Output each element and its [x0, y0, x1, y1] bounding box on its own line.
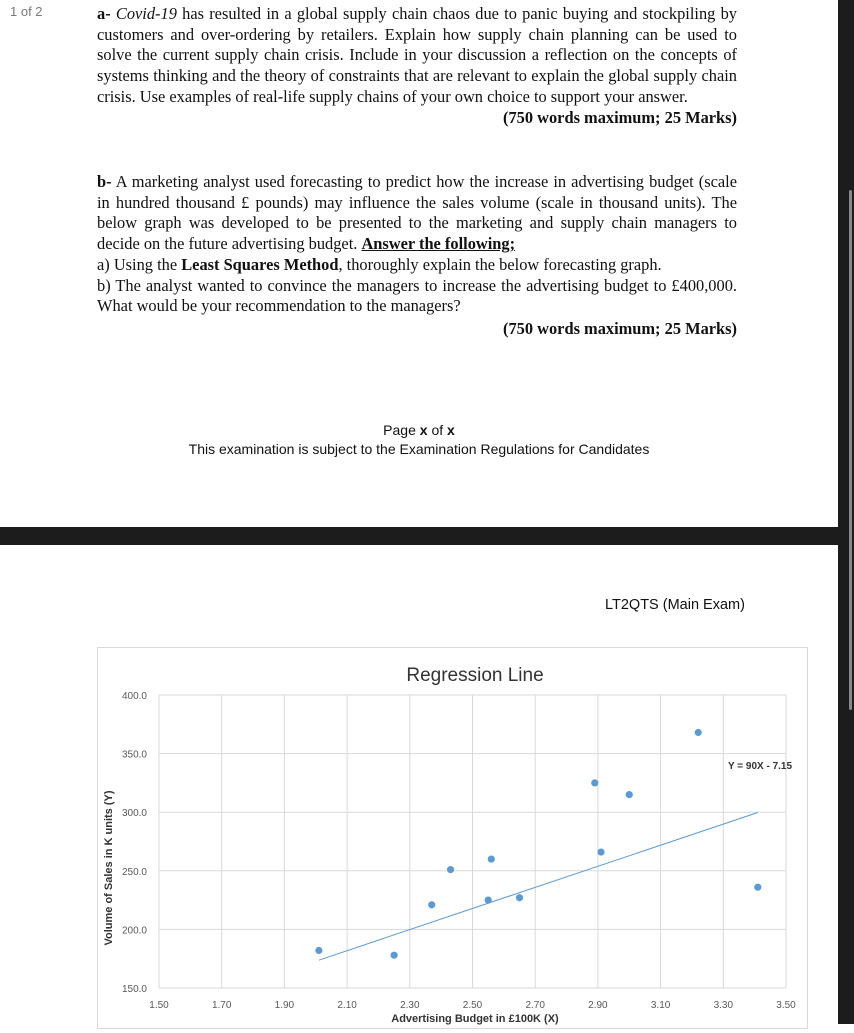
- x-tick-label: 2.50: [462, 1000, 483, 1011]
- y-tick-label: 400.0: [121, 691, 147, 702]
- page-indicator: 1 of 2: [10, 4, 43, 19]
- y-axis-label: Volume of Sales in K units (Y): [103, 790, 115, 946]
- exam-header: LT2QTS (Main Exam): [605, 597, 745, 613]
- y-tick-label: 150.0: [121, 984, 147, 995]
- y-tick-label: 200.0: [121, 925, 147, 937]
- data-point: [695, 729, 702, 736]
- x-tick-label: 1.70: [211, 1000, 232, 1011]
- data-point: [516, 894, 523, 901]
- page-gap: [0, 527, 854, 545]
- part-b: b) The analyst wanted to convince the managers to increase the advertising budget to £400,000. What would be your recommendation to the managers?: [97, 275, 737, 316]
- question-a-text: has resulted in a global supply chain chaos due to panic buying and stockpiling by customers and over-ordering by retailers. Explain how supply chain planning can be used to solve the current supply chain crisis. Include in your discussion a reflection on the concepts of systems thinking and the theory of constraints that are relevant to explain the global supply chain crisis. Use examples of real-life supply chains of your own choice to support your answer.: [97, 4, 737, 106]
- part-a-bold: Least Squares Method: [181, 254, 339, 274]
- data-point: [488, 855, 495, 862]
- chart-title: Regression Line: [406, 665, 544, 686]
- regression-chart: [97, 647, 808, 1029]
- data-point: [626, 791, 633, 798]
- x-tick-label: 2.30: [400, 1000, 420, 1011]
- x-tick-label: 2.90: [588, 1000, 608, 1011]
- question-a: [97, 4, 737, 128]
- page-prefix: Page: [383, 422, 416, 438]
- question-b: [97, 172, 737, 340]
- question-a-marks: (750 words maximum; 25 Marks): [503, 107, 737, 127]
- question-a-label: a-: [97, 4, 111, 23]
- regulation-note: This examination is subject to the Examination Regulations for Candidates: [188, 441, 650, 457]
- document-page-2: [0, 545, 838, 1024]
- x-tick-label: 3.30: [713, 1000, 734, 1011]
- data-point: [447, 866, 454, 873]
- answer-heading: Answer the following;: [361, 234, 516, 254]
- data-point: [391, 952, 398, 959]
- chart-svg: [98, 648, 807, 1028]
- x-tick-label: 2.10: [337, 1000, 357, 1011]
- question-b-marks: (750 words maximum; 25 Marks): [503, 318, 737, 338]
- question-a-title: Covid-19: [115, 4, 177, 23]
- data-point: [485, 897, 492, 904]
- x-tick-label: 1.90: [274, 1000, 295, 1011]
- page-of: of: [431, 422, 444, 438]
- x-tick-label: 3.50: [776, 1000, 796, 1011]
- page-x2: x: [447, 422, 455, 438]
- x-tick-label: 3.10: [650, 1000, 671, 1011]
- x-tick-label: 1.50: [149, 1000, 169, 1011]
- question-b-label: b-: [97, 172, 112, 191]
- x-axis-label: Advertising Budget in £100K (X): [391, 1013, 559, 1025]
- part-a-suffix: , thoroughly explain the below forecasting graph.: [338, 254, 662, 274]
- part-a-prefix: a) Using the: [97, 254, 178, 274]
- part-a: [97, 255, 737, 276]
- regression-equation: Y = 90X - 7.15: [728, 761, 793, 772]
- data-point: [597, 848, 604, 855]
- data-point: [315, 947, 322, 954]
- page-x1: x: [419, 422, 428, 438]
- y-tick-label: 300.0: [121, 808, 147, 820]
- data-point: [428, 901, 435, 908]
- regression-line: [319, 812, 758, 960]
- y-tick-label: 250.0: [121, 866, 147, 878]
- scrollbar-thumb[interactable]: [849, 190, 852, 710]
- data-point: [754, 884, 761, 891]
- page-number: [0, 422, 838, 438]
- data-point: [591, 779, 598, 786]
- x-tick-label: 2.70: [525, 1000, 545, 1011]
- y-tick-label: 350.0: [121, 749, 147, 761]
- question-b-intro: A marketing analyst used forecasting to predict how the increase in advertising budget (scale in hundred thousand £ pounds) may influence the sales volume (scale in thousand units). The below graph was developed to be presented to the marketing and supply chain managers to decide on the future advertising budget.: [97, 172, 737, 254]
